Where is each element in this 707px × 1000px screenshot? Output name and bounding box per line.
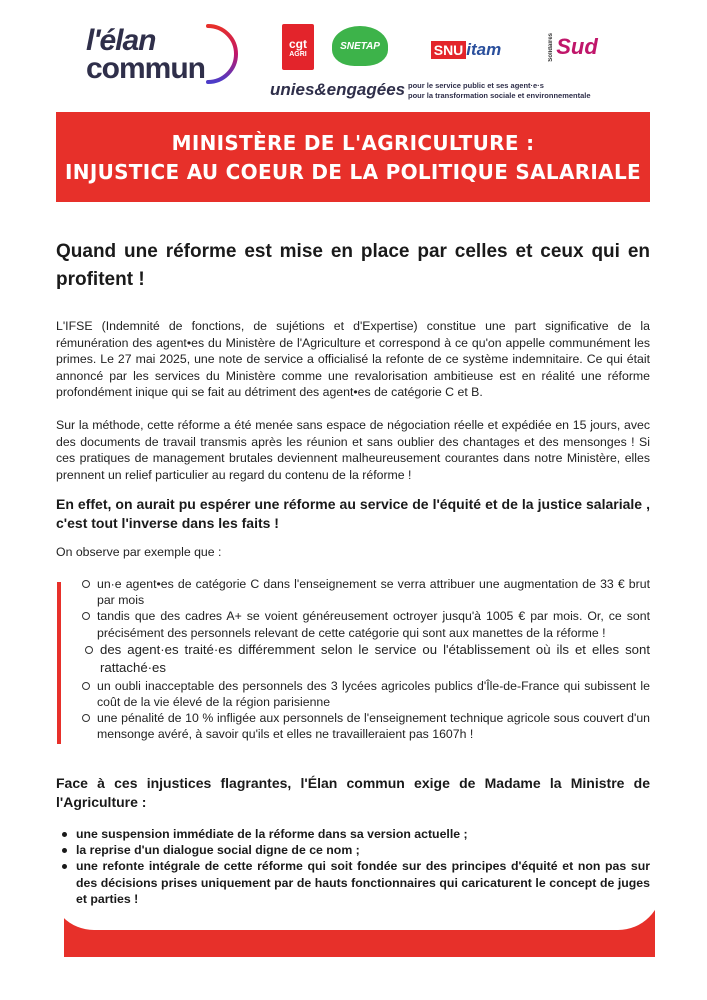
elan-logo-line2: commun [86,52,206,85]
paragraph-ifse: L'IFSE (Indemnité de fonctions, de sujétions et d'Expertise) constitue une part significative de la rémunération des agent•es du Ministère de l'Agriculture et correspond à ce qu'on appelle communément les primes. Le 27 mai 2025, une note de service a officialisé la refonte de ce système indemnitaire. Ce qui était annoncé par les services du Ministère comme une revalorisation ambitieuse est en réalité une réforme profondément inique qui se fait au détriment des agent•es de catégorie C et B. [56,319,650,400]
sud-solidaires-logo [542,28,604,66]
sud-logo-text: Sud [556,34,598,59]
tagline-line2: pour la transformation sociale et environnementale [408,91,591,100]
list-item: une pénalité de 10 % infligée aux personnels de l'enseignement technique agricole sous couvert d'un mensonge avéré, à savoir qu'ils et elles ne travailleraient pas 1607h ! [80,710,650,742]
page-title-line1: MINISTÈRE DE L'AGRICULTURE : [171,131,535,155]
bold-statement: En effet, on aurait pu espérer une réforme au service de l'équité et de la justice salariale , c'est tout l'inverse dans les faits ! [56,496,650,531]
itam-logo-text: itam [466,40,502,59]
observe-intro: On observe par exemple que : [56,545,222,559]
paragraph-method: Sur la méthode, cette réforme a été menée sans espace de négociation réelle et expédiée en 15 jours, avec des documents de travail transmis après les réunion et sans oublier des chantages et des mensonges ! Si ces pratiques de management brutales deviennent malheureusement courantes dans notre Ministère, elles prennent un relief particulier au regard du contenu de la réforme ! [56,418,650,482]
list-item: une refonte intégrale de cette réforme qui soit fondée sur des principes d'équité et non pas sur des décisions prises uniquement par de hauts fonctionnaires qui caricaturent le concept de juges et parties ! [62,858,650,907]
cgt-logo-text: cgt [289,36,307,51]
cgt-logo-sub: AGRI [289,50,307,58]
snu-logo-text: SNU [431,41,467,59]
elan-logo-line1: l'élan [86,24,156,57]
lead-heading: Quand une réforme est mise en place par celles et ceux qui en profitent ! [56,241,650,290]
list-item: des agent·es traité·es différemment selon le service ou l'établissement où ils et elles sont rattaché·es [80,641,650,678]
snetap-logo [332,26,388,66]
observations-accent-bar [57,582,61,744]
snetap-logo-text: SNETAP [340,40,380,52]
union-logos-header [72,14,635,106]
list-item: un oubli inacceptable des personnels des 3 lycées agricoles publics d'Île-de-France qui subissent le coût de la vie élevé de la région parisienne [80,678,650,710]
list-item: la reprise d'un dialogue social digne de ce nom ; [62,842,650,858]
sud-side-text: Solidaires [548,32,555,62]
list-item: tandis que des cadres A+ se voient généreusement octroyer jusqu'à 1005 € par mois. Or, ce sont précisément des personnels relevant de cette catégorie qui sont aux manettes de la réforme ! [80,608,650,640]
elan-arc-icon [198,22,254,86]
cgt-agri-logo [282,24,314,70]
observations-list [80,576,650,743]
tagline-line1: pour le service public et ses agent·e·s [408,81,544,90]
list-item: un·e agent•es de catégorie C dans l'enseignement se verra attribuer une augmentation de 33 € brut par mois [80,576,650,608]
title-banner [56,112,650,202]
demands-list [62,826,650,907]
unies-engagees-logo: unies&engagées [270,80,406,99]
list-item: une suspension immédiate de la réforme dans sa version actuelle ; [62,826,650,842]
snuitam-logo [406,38,526,62]
page-title-line2: INJUSTICE AU COEUR DE LA POLITIQUE SALARIALE [65,160,641,184]
demand-intro: Face à ces injustices flagrantes, l'Élan commun exige de Madame la Ministre de l'Agriculture : [56,775,650,810]
elan-commun-logo [86,22,246,86]
unies-engagees-tagline [408,81,591,101]
